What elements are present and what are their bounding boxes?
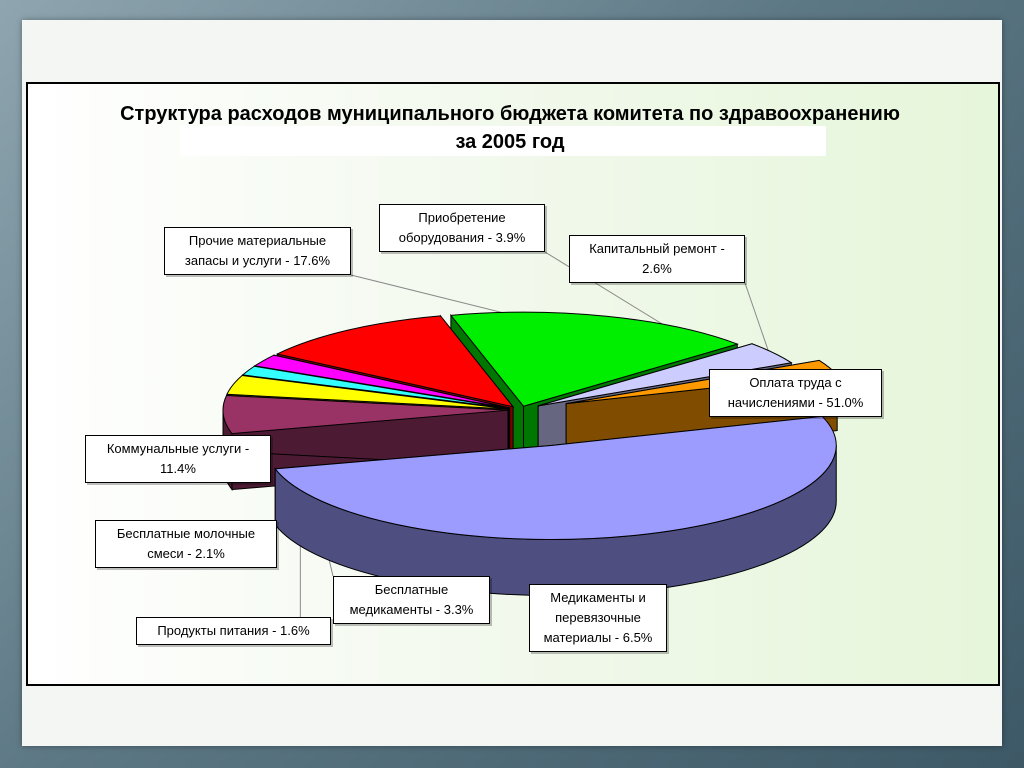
slice-label-food: Продукты питания - 1.6% — [136, 617, 331, 645]
chart-title: Структура расходов муниципального бюджета комитета по здравоохранению за 2005 год — [120, 103, 900, 153]
slice-label-utilities: Коммунальные услуги - 11.4% — [85, 435, 271, 483]
slice-label-salaries: Оплата труда с начислениями - 51.0% — [709, 369, 882, 417]
slice-label-milk-formula: Бесплатные молочные смеси - 2.1% — [95, 520, 277, 568]
slice-label-medicines-dressings: Медикаменты и перевязочные материалы - 6.5% — [529, 584, 667, 652]
slice-label-other-supplies: Прочие материальные запасы и услуги - 17.6% — [164, 227, 351, 275]
pie-slices — [223, 312, 837, 595]
slice-label-equipment: Приобретение оборудования - 3.9% — [379, 204, 545, 252]
slice-label-free-medicines: Бесплатные медикаменты - 3.3% — [333, 576, 490, 624]
slice-label-capital-repair: Капитальный ремонт - 2.6% — [569, 235, 745, 283]
